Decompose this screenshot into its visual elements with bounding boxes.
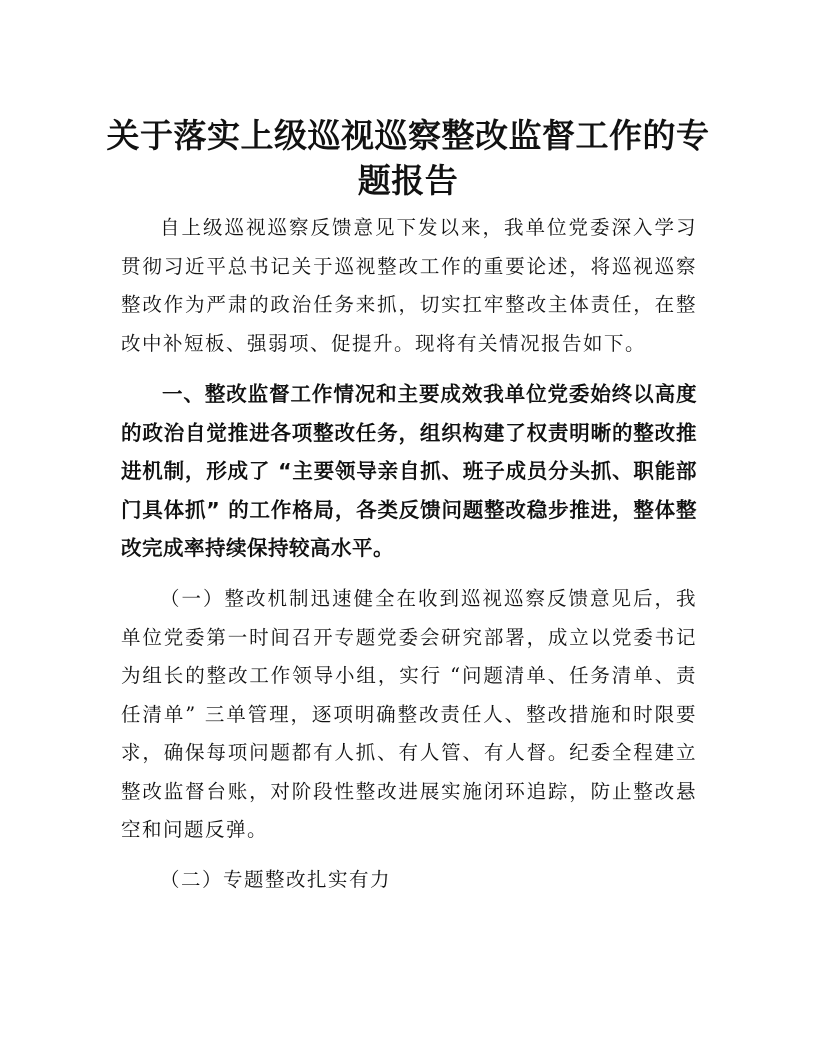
subsection-2-heading: （二）专题整改扎实有力: [160, 868, 392, 891]
subsection-1-paragraph: （一）整改机制迅速健全在收到巡视巡察反馈意见后，我单位党委第一时间召开专题党委会研究部署，成立以党委书记为组长的整改工作领导小组，实行 “问题清单、任务清单、责任清单” 三单管理，逐项明确整改责任人、整改措施和时限要求，确保每项问题都有人抓、有人管、有人督。纪委全程建立整改监督台账，对阶段性整改进展实施闭环追踪，防止整改悬空和问题反弹。: [121, 587, 697, 841]
intro-paragraph: 自上级巡视巡察反馈意见下发以来，我单位党委深入学习贯彻习近平总书记关于巡视整改工作的重要论述，将巡视巡察整改作为严肃的政治任务来抓，切实扛牢整改主体责任，在整改中补短板、强弱项、促提升。现将有关情况报告如下。: [121, 216, 697, 355]
section-1-paragraph: 一、整改监督工作情况和主要成效我单位党委始终以高度的政治自觉推进各项整改任务，组织构建了权责明晰的整改推进机制，形成了 “主要领导亲自抓、班子成员分头抓、职能部门具体抓” 的工作格局，各类反馈问题整改稳步推进，整体整改完成率持续保持较高水平。: [121, 382, 697, 560]
document-title: 关于落实上级巡视巡察整改监督工作的专题报告: [106, 116, 710, 200]
